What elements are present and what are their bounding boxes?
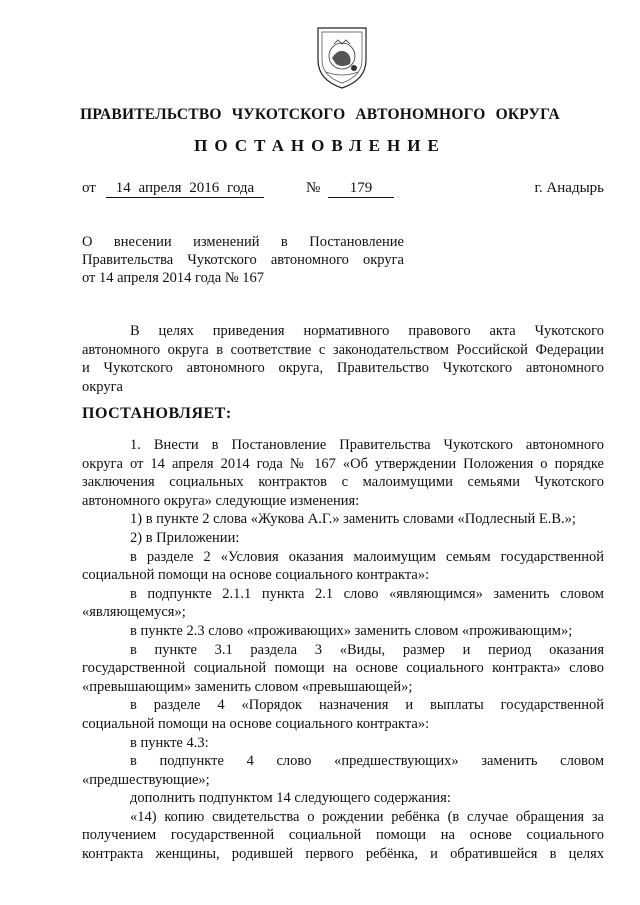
date-number-line: [82, 180, 604, 202]
body-line: в пункте 2.3 слово «проживающих» заменить словом «проживающим»;: [130, 622, 573, 639]
body-line: контракта женщины, родившей первого ребёнка, и обратившейся в целях: [82, 846, 604, 863]
government-title: ПРАВИТЕЛЬСТВО ЧУКОТСКОГО АВТОНОМНОГО ОКРУГА: [80, 106, 560, 123]
body-line: социальной помощи на основе социального контракта»:: [82, 715, 430, 732]
decree-body: [82, 436, 604, 864]
body-line: государственной социальной помощи на основе социального контракта» слово: [82, 660, 604, 677]
body-line: получением государственной социальной помощи на основе социального: [82, 827, 604, 844]
document-type-title: ПОСТАНОВЛЕНИЕ: [194, 136, 446, 155]
subject-line: от 14 апреля 2014 года № 167: [82, 270, 265, 286]
body-line: дополнить подпунктом 14 следующего содержания:: [130, 790, 451, 807]
decrees-heading: ПОСТАНОВЛЯЕТ:: [82, 405, 232, 422]
subject-line: О внесении изменений в Постановление: [82, 234, 404, 250]
body-line: «14) копию свидетельства о рождении ребёнка (в случае обращения за: [130, 808, 604, 825]
from-label: от: [82, 180, 96, 196]
preamble-paragraph: [82, 322, 604, 396]
body-line: автономного округа» следующие изменения:: [82, 492, 360, 509]
coat-of-arms-emblem: [312, 20, 372, 92]
document-number: 179: [328, 180, 394, 198]
body-line: «являющемуся»;: [82, 604, 186, 621]
preamble-line: округа: [82, 378, 123, 395]
preamble-line: и Чукотского автономного округа, Правительство Чукотского автономного: [82, 360, 604, 377]
body-line: 2) в Приложении:: [130, 529, 240, 546]
preamble-line: В целях приведения нормативного правового акта Чукотского: [130, 323, 604, 339]
body-line: в пункте 3.1 раздела 3 «Виды, размер и период оказания: [130, 641, 604, 658]
body-line: округа от 14 апреля 2014 года № 167 «Об утверждении Положения о порядке: [82, 455, 604, 472]
preamble-line: автономного округа в соответствие с законодательством Российской Федерации: [82, 341, 604, 358]
document-subject: [82, 233, 404, 287]
body-line: 1. Внести в Постановление Правительства Чукотского автономного: [130, 437, 604, 453]
body-line: «превышающим» заменить словом «превышающей»;: [82, 678, 413, 695]
body-line: 1) в пункте 2 слова «Жукова А.Г.» заменить словами «Подлесный Е.В.»;: [130, 511, 576, 528]
body-line: заключения социальных контрактов с малоимущими семьями Чукотского: [82, 474, 604, 491]
body-line: «предшествующие»;: [82, 771, 210, 788]
document-date: 14 апреля 2016 года: [106, 180, 264, 198]
subject-line: Правительства Чукотского автономного округа: [82, 252, 404, 268]
body-line: в разделе 2 «Условия оказания малоимущим семьям государственной: [130, 548, 604, 565]
body-line: в подпункте 2.1.1 пункта 2.1 слово «являющимся» заменить словом: [130, 585, 604, 602]
body-line: социальной помощи на основе социального контракта»:: [82, 567, 430, 584]
body-line: в разделе 4 «Порядок назначения и выплаты государственной: [130, 697, 604, 714]
number-sign: №: [306, 180, 321, 196]
body-line: в пункте 4.3:: [130, 734, 209, 751]
city: г. Анадырь: [534, 180, 604, 196]
body-line: в подпункте 4 слово «предшествующих» заменить словом: [130, 753, 604, 770]
